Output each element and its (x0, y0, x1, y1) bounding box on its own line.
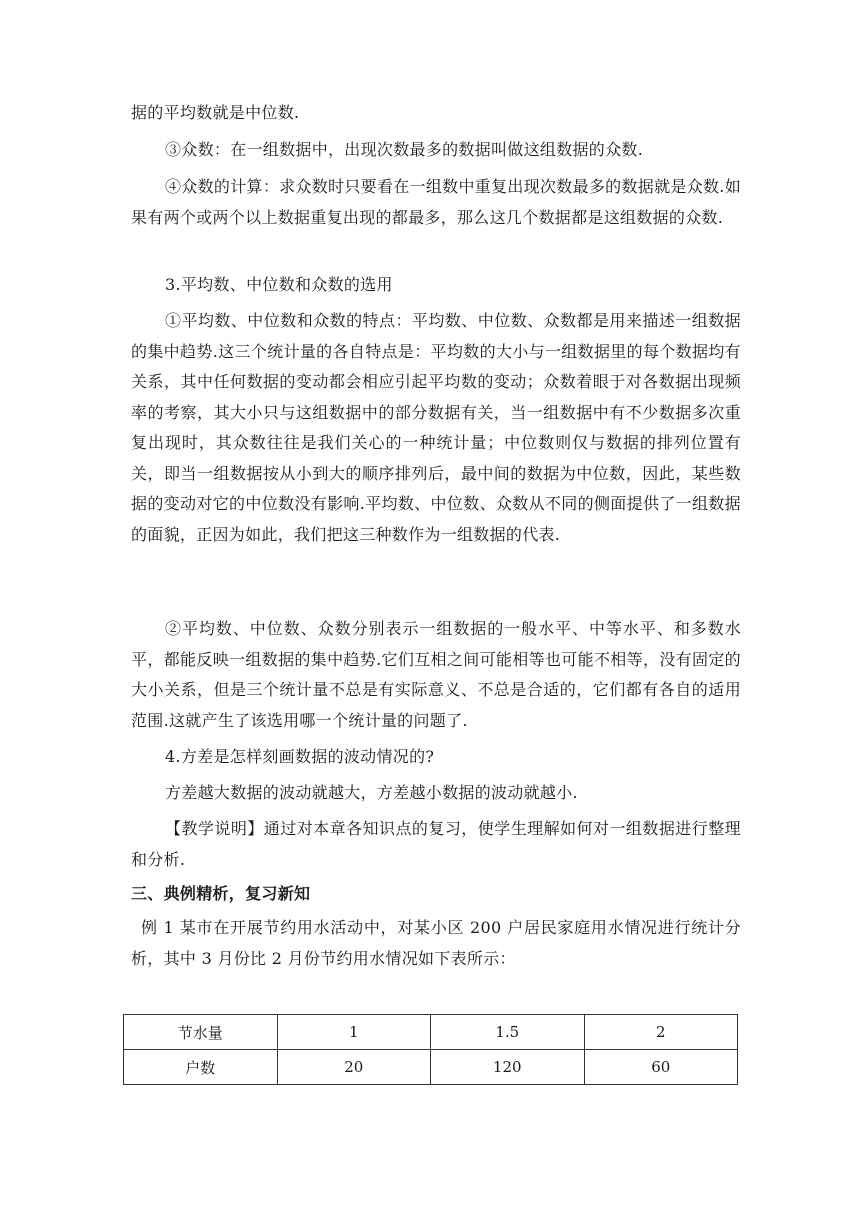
table-cell: 60 (584, 1050, 738, 1085)
paragraph-section-3-title: 3.平均数、中位数和众数的选用 (165, 275, 393, 294)
table-row (124, 1015, 738, 1050)
table-cell: 2 (584, 1015, 738, 1050)
paragraph-median-end: 据的平均数就是中位数. (131, 103, 300, 122)
section-heading: 三、典例精析，复习新知 (131, 884, 311, 903)
table-cell: 节水量 (124, 1015, 278, 1050)
table-cell: 1 (277, 1015, 431, 1050)
table-cell: 户数 (124, 1050, 278, 1085)
table-cell: 20 (277, 1050, 431, 1085)
paragraph-mode-calculation: ④众数的计算：求众数时只要看在一组数中重复出现次数最多的数据就是众数.如果有两个或两个以上数据重复出现的都最多，那么这几个数据都是这组数据的众数. (131, 177, 741, 227)
table-row (124, 1050, 738, 1085)
paragraph-variance: 方差越大数据的波动就越大，方差越小数据的波动就越小. (165, 783, 578, 802)
paragraph-characteristics: ①平均数、中位数和众数的特点：平均数、中位数、众数都是用来描述一组数据的集中趋势.这三个统计量的各自特点是：平均数的大小与一组数据里的每个数据均有关系，其中任何数据的变动都会相应引起平均数的变动；众数着眼于对各数据出现频率的考察，其大小只与这组数据中的部分数据有关，当一组数据中有不少数据多次重复出现时，其众数往往是我们关心的一种统计量；中位数则仅与数据的排列位置有关，即当一组数据按从小到大的顺序排列后，最中间的数据为中位数，因此，某些数据的变动对它的中位数没有影响.平均数、中位数、众数从不同的侧面提供了一组数据的面貌，正因为如此，我们把这三种数作为一组数据的代表. (131, 311, 741, 544)
table-cell: 120 (431, 1050, 585, 1085)
paragraph-example-1: 例 1 某市在开展节约用水活动中，对某小区 200 户居民家庭用水情况进行统计分析，其中 3 月份比 2 月份节约用水情况如下表所示： (131, 918, 741, 968)
paragraph-comparison: ②平均数、中位数、众数分别表示一组数据的一般水平、中等水平、和多数水平，都能反映一组数据的集中趋势.它们互相之间可能相等也可能不相等，没有固定的大小关系，但是三个统计量不总是有实际意义、不总是合适的，它们都有各自的适用范围.这就产生了该选用哪一个统计量的问题了. (131, 619, 741, 730)
table-cell: 1.5 (431, 1015, 585, 1050)
paragraph-section-4-title: 4.方差是怎样刻画数据的波动情况的? (165, 747, 435, 766)
paragraph-teaching-note: 【教学说明】通过对本章各知识点的复习，使学生理解如何对一组数据进行整理和分析. (131, 819, 741, 869)
paragraph-mode-definition: ③众数：在一组数据中，出现次数最多的数据叫做这组数据的众数. (165, 140, 644, 159)
water-saving-table (123, 1014, 738, 1085)
